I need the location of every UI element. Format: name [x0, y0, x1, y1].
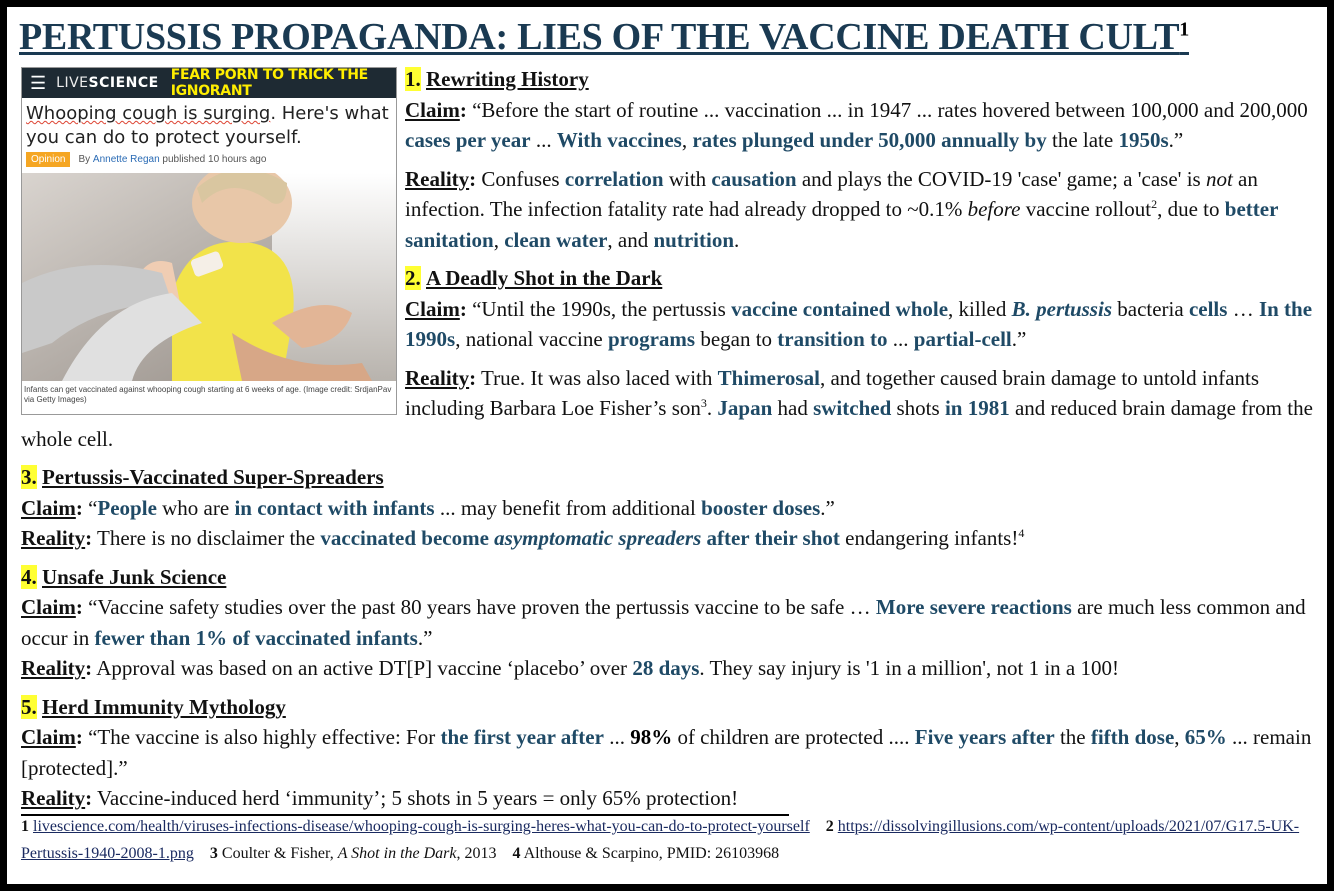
page-title: PERTUSSIS PROPAGANDA: LIES OF THE VACCINE DEATH CULT$^1$ [19, 16, 1189, 58]
footnote-1-link[interactable]: livescience.com/health/viruses-infections-disease/whooping-cough-is-surging-heres-what-you-can-do-to-protect-yourself [33, 818, 810, 835]
section-4-reality: Reality: Approval was based on an active DT[P] vaccine ‘placebo’ over 28 days. They say injury is '1 in a million', not 1 in a 100! [21, 656, 1119, 680]
photo-caption: Infants can get vaccinated against whooping cough starting at 6 weeks of age. (Image credit: SrdjanPav via Getty Images) [24, 385, 392, 404]
section-4-heading: 4. Unsafe Junk Science [21, 564, 227, 589]
section-5-heading: 5. Herd Immunity Mythology [21, 694, 286, 719]
article-body [21, 64, 1319, 814]
footnote-2-link[interactable]: https://dissolvingillusions.com/wp-content/uploads/2021/07/G17.5-UK-Pertussis-1940-2008-1.png [21, 818, 1300, 862]
section-1-heading: 1. Rewriting History [405, 67, 589, 91]
article-headline[interactable]: Whooping cough is surging. Here's what you can do to protect yourself. [26, 103, 389, 148]
footnote-3: Coulter & Fisher, A Shot in the Dark, 2013 [221, 845, 497, 862]
article-byline: Opinion By Annette Regan published 10 hours ago [22, 150, 396, 169]
section-2-claim: Claim: “Until the 1990s, the pertussis vaccine contained whole, killed B. pertussis bacteria cells … In the 1990s, national vaccine programs began to transition to ... partial-cell.” [405, 296, 1313, 351]
section-3-reality: Reality: There is no disclaimer the vaccinated become asymptomatic spreaders after their shot endangering infants!$^4$ [21, 526, 1025, 550]
section-1-claim: Claim: “Before the start of routine ... vaccination ... in 1947 ... rates hovered between 100,000 and 200,000 cases per year ... With vaccines, rates plunged under 50,000 annually by the late 1950s.” [405, 97, 1308, 152]
footnotes: 1 livescience.com/health/viruses-infections-disease/whooping-cough-is-surging-heres-what-you-can-do-to-protect-yourself 2 https://dissolvingillusions.com/wp-content/uploads/2021/07/G17.5-UK-Pertussis-1940-2008-1.png 3 Coulter & Fisher, A Shot in the Dark, 2013 4 Althouse & Scarpino, PMID: 26103968 [21, 818, 1300, 862]
author-link[interactable]: Annette Regan [92, 154, 160, 165]
section-5-claim: Claim: “The vaccine is also highly effective: For the first year after ... 98% of children are protected .... Five years after the fifth dose, 65% ... remain [protected].” [21, 725, 1312, 780]
footnote-4: Althouse & Scarpino, PMID: 26103968 [523, 845, 780, 862]
opinion-badge[interactable]: Opinion [26, 152, 70, 167]
hamburger-menu-icon[interactable]: ☰ [30, 72, 47, 93]
infographic-page [7, 7, 1327, 884]
section-3-heading: 3. Pertussis-Vaccinated Super-Spreaders [21, 465, 384, 489]
section-5-reality: Reality: Vaccine-induced herd ‘immunity’; 5 shots in 5 years = only 65% protection! [21, 786, 739, 810]
overlay-tag: FEAR PORN TO TRICK THE IGNORANT [170, 67, 368, 99]
section-2-reality: Reality: True. It was also laced with Thimerosal, and together caused brain damage to untold infants including Barbara Loe Fisher’s son$^3$. Japan had switched shots in 1981 and reduced brain damage from the whole cell. [21, 365, 1313, 451]
section-4-claim: Claim: “Vaccine safety studies over the past 80 years have proven the pertussis vaccine to be safe … More severe reactions are much less common and occur in fewer than 1% of vaccinated infants.” [21, 595, 1306, 650]
section-1-reality: Reality: Confuses correlation with causation and plays the COVID-19 'case' game; a 'case' is not an infection. The infection fatality rate had already dropped to ~0.1% before vaccine rollout$^2$, due to better sanitation, clean water, and nutrition. [405, 166, 1279, 252]
section-3-claim: Claim: “People who are in contact with infants ... may benefit from additional booster doses.” [21, 495, 835, 520]
section-2-heading: 2. A Deadly Shot in the Dark [405, 266, 663, 290]
title-footnote-marker: 1 [1179, 18, 1189, 41]
site-logo[interactable]: LIVESCIENCE [56, 75, 159, 91]
